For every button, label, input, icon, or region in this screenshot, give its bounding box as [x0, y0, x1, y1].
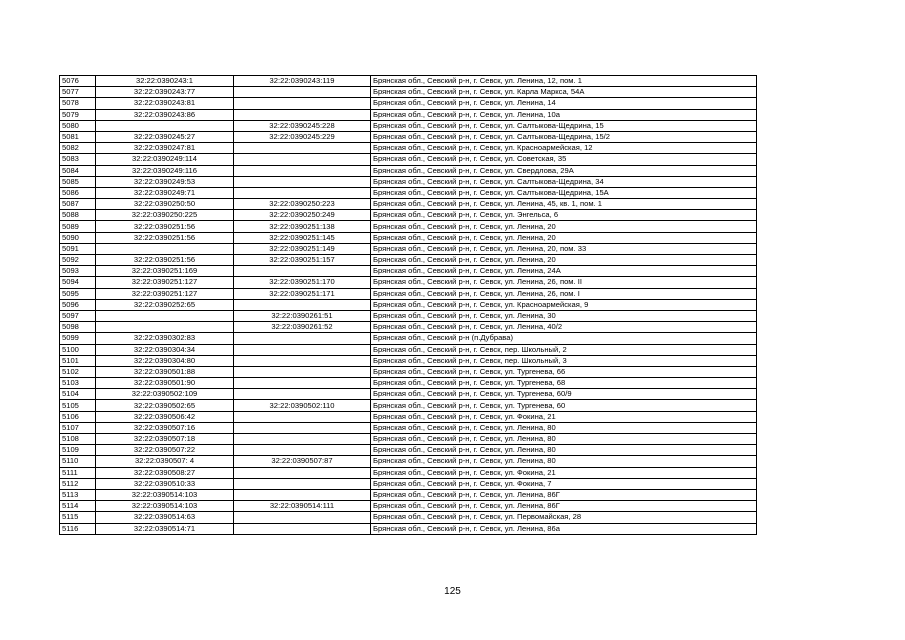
- row-number-cell: 5099: [60, 333, 96, 344]
- address-cell: Брянская обл., Севский р-н, г. Севск, ул. Ленина, 80: [371, 445, 757, 456]
- address-cell: Брянская обл., Севский р-н, г. Севск, ул. Ленина, 45, кв. 1, пом. 1: [371, 199, 757, 210]
- building-number-cell: 32:22:0390502:110: [234, 400, 371, 411]
- building-number-cell: [234, 355, 371, 366]
- parcel-number-cell: 32:22:0390507:22: [96, 445, 234, 456]
- parcel-number-cell: 32:22:0390507:18: [96, 434, 234, 445]
- building-number-cell: [234, 445, 371, 456]
- row-number-cell: 5114: [60, 501, 96, 512]
- row-number-cell: 5093: [60, 266, 96, 277]
- row-number-cell: 5115: [60, 512, 96, 523]
- address-cell: Брянская обл., Севский р-н, г. Севск, ул. Ленина, 20, пом. 33: [371, 243, 757, 254]
- table-row: [60, 143, 757, 154]
- building-number-cell: [234, 154, 371, 165]
- table-row: [60, 87, 757, 98]
- table-row: [60, 456, 757, 467]
- building-number-cell: 32:22:0390251:149: [234, 243, 371, 254]
- address-cell: Брянская обл., Севский р-н, г. Севск, ул. Фокина, 21: [371, 467, 757, 478]
- table-row: [60, 154, 757, 165]
- building-number-cell: [234, 434, 371, 445]
- table-row: [60, 389, 757, 400]
- table-row: [60, 478, 757, 489]
- building-number-cell: [234, 422, 371, 433]
- parcel-number-cell: 32:22:0390243:1: [96, 76, 234, 87]
- parcel-number-cell: 32:22:0390514:63: [96, 512, 234, 523]
- building-number-cell: [234, 489, 371, 500]
- building-number-cell: 32:22:0390261:52: [234, 322, 371, 333]
- row-number-cell: 5100: [60, 344, 96, 355]
- parcel-number-cell: [96, 120, 234, 131]
- address-cell: Брянская обл., Севский р-н, г. Севск, ул. Ленина, 86а: [371, 523, 757, 534]
- table-row: [60, 422, 757, 433]
- table-row: [60, 434, 757, 445]
- row-number-cell: 5112: [60, 478, 96, 489]
- row-number-cell: 5111: [60, 467, 96, 478]
- address-cell: Брянская обл., Севский р-н, г. Севск, ул. Салтыкова-Щедрина, 15/2: [371, 131, 757, 142]
- address-cell: Брянская обл., Севский р-н, г. Севск, ул. Ленина, 26, пом. II: [371, 277, 757, 288]
- row-number-cell: 5108: [60, 434, 96, 445]
- address-cell: Брянская обл., Севский р-н, г. Севск, ул. Первомайская, 28: [371, 512, 757, 523]
- building-number-cell: 32:22:0390251:171: [234, 288, 371, 299]
- building-number-cell: 32:22:0390250:223: [234, 199, 371, 210]
- address-cell: Брянская обл., Севский р-н, г. Севск, ул. Ленина, 30: [371, 310, 757, 321]
- parcel-number-cell: 32:22:0390251:127: [96, 277, 234, 288]
- table-body: [60, 76, 757, 535]
- parcel-number-cell: 32:22:0390250:50: [96, 199, 234, 210]
- table-row: [60, 355, 757, 366]
- address-cell: Брянская обл., Севский р-н, г. Севск, ул. Ленина, 14: [371, 98, 757, 109]
- row-number-cell: 5089: [60, 221, 96, 232]
- parcel-number-cell: 32:22:0390304:80: [96, 355, 234, 366]
- row-number-cell: 5110: [60, 456, 96, 467]
- building-number-cell: 32:22:0390251:138: [234, 221, 371, 232]
- address-cell: Брянская обл., Севский р-н, г. Севск, ул. Салтыкова-Щедрина, 34: [371, 176, 757, 187]
- building-number-cell: [234, 512, 371, 523]
- address-cell: Брянская обл., Севский р-н, г. Севск, ул. Фокина, 7: [371, 478, 757, 489]
- parcel-number-cell: 32:22:0390501:90: [96, 378, 234, 389]
- table-row: [60, 187, 757, 198]
- row-number-cell: 5087: [60, 199, 96, 210]
- address-cell: Брянская обл., Севский р-н, г. Севск, ул. Ленина, 86Г: [371, 489, 757, 500]
- row-number-cell: 5116: [60, 523, 96, 534]
- address-cell: Брянская обл., Севский р-н, г. Севск, ул. Тургенева, 66: [371, 366, 757, 377]
- row-number-cell: 5081: [60, 131, 96, 142]
- parcel-number-cell: 32:22:0390243:86: [96, 109, 234, 120]
- building-number-cell: 32:22:0390243:119: [234, 76, 371, 87]
- table-row: [60, 255, 757, 266]
- address-cell: Брянская обл., Севский р-н, г. Севск, ул. Красноармейская, 9: [371, 299, 757, 310]
- building-number-cell: [234, 467, 371, 478]
- row-number-cell: 5103: [60, 378, 96, 389]
- row-number-cell: 5096: [60, 299, 96, 310]
- parcel-number-cell: 32:22:0390251:127: [96, 288, 234, 299]
- address-cell: Брянская обл., Севский р-н, г. Севск, ул. Ленина, 40/2: [371, 322, 757, 333]
- address-cell: Брянская обл., Севский р-н, г. Севск, ул. Ленина, 20: [371, 221, 757, 232]
- table-row: [60, 512, 757, 523]
- address-cell: Брянская обл., Севский р-н, г. Севск, пер. Школьный, 2: [371, 344, 757, 355]
- row-number-cell: 5078: [60, 98, 96, 109]
- row-number-cell: 5077: [60, 87, 96, 98]
- parcel-number-cell: 32:22:0390250:225: [96, 210, 234, 221]
- parcel-number-cell: 32:22:0390501:88: [96, 366, 234, 377]
- parcel-number-cell: 32:22:0390247:81: [96, 143, 234, 154]
- table-row: [60, 445, 757, 456]
- table-row: [60, 489, 757, 500]
- building-number-cell: [234, 299, 371, 310]
- parcel-number-cell: 32:22:0390514:103: [96, 489, 234, 500]
- table-row: [60, 210, 757, 221]
- table-row: [60, 109, 757, 120]
- row-number-cell: 5109: [60, 445, 96, 456]
- parcel-number-cell: 32:22:0390249:53: [96, 176, 234, 187]
- building-number-cell: [234, 523, 371, 534]
- parcel-number-cell: 32:22:0390302:83: [96, 333, 234, 344]
- building-number-cell: [234, 87, 371, 98]
- address-cell: Брянская обл., Севский р-н, г. Севск, пер. Школьный, 3: [371, 355, 757, 366]
- parcel-number-cell: 32:22:0390252:65: [96, 299, 234, 310]
- parcel-number-cell: [96, 243, 234, 254]
- table-row: [60, 299, 757, 310]
- building-number-cell: 32:22:0390251:170: [234, 277, 371, 288]
- table-row: [60, 221, 757, 232]
- address-cell: Брянская обл., Севский р-н, г. Севск, ул. Фокина, 21: [371, 411, 757, 422]
- row-number-cell: 5085: [60, 176, 96, 187]
- building-number-cell: 32:22:0390251:145: [234, 232, 371, 243]
- building-number-cell: [234, 266, 371, 277]
- building-number-cell: [234, 478, 371, 489]
- address-cell: Брянская обл., Севский р-н, г. Севск, ул. Салтыкова-Щедрина, 15А: [371, 187, 757, 198]
- row-number-cell: 5086: [60, 187, 96, 198]
- address-cell: Брянская обл., Севский р-н, г. Севск, ул. Ленина, 86Г: [371, 501, 757, 512]
- building-number-cell: [234, 333, 371, 344]
- building-number-cell: [234, 176, 371, 187]
- row-number-cell: 5092: [60, 255, 96, 266]
- table-row: [60, 277, 757, 288]
- table-row: [60, 131, 757, 142]
- table-row: [60, 333, 757, 344]
- table-row: [60, 232, 757, 243]
- table-row: [60, 199, 757, 210]
- parcel-number-cell: 32:22:0390243:77: [96, 87, 234, 98]
- parcel-number-cell: 32:22:0390507:16: [96, 422, 234, 433]
- address-cell: Брянская обл., Севский р-н, г. Севск, ул. Ленина, 20: [371, 255, 757, 266]
- building-number-cell: [234, 411, 371, 422]
- table-row: [60, 165, 757, 176]
- parcel-number-cell: [96, 322, 234, 333]
- table-row: [60, 120, 757, 131]
- row-number-cell: 5084: [60, 165, 96, 176]
- parcel-number-cell: 32:22:0390304:34: [96, 344, 234, 355]
- table-row: [60, 98, 757, 109]
- row-number-cell: 5101: [60, 355, 96, 366]
- building-number-cell: [234, 143, 371, 154]
- address-cell: Брянская обл., Севский р-н, г. Севск, ул. Салтыкова-Щедрина, 15: [371, 120, 757, 131]
- table-row: [60, 400, 757, 411]
- row-number-cell: 5104: [60, 389, 96, 400]
- parcel-number-cell: 32:22:0390514:71: [96, 523, 234, 534]
- row-number-cell: 5083: [60, 154, 96, 165]
- row-number-cell: 5080: [60, 120, 96, 131]
- table-row: [60, 176, 757, 187]
- address-cell: Брянская обл., Севский р-н, г. Севск, ул. Ленина, 26, пом. I: [371, 288, 757, 299]
- address-cell: Брянская обл., Севский р-н, г. Севск, ул. Энгельса, 6: [371, 210, 757, 221]
- row-number-cell: 5088: [60, 210, 96, 221]
- parcel-number-cell: 32:22:0390245:27: [96, 131, 234, 142]
- address-cell: Брянская обл., Севский р-н, г. Севск, ул. Красноармейская, 12: [371, 143, 757, 154]
- parcel-number-cell: 32:22:0390507: 4: [96, 456, 234, 467]
- page-number: 125: [444, 586, 461, 597]
- building-number-cell: 32:22:0390245:228: [234, 120, 371, 131]
- row-number-cell: 5107: [60, 422, 96, 433]
- row-number-cell: 5094: [60, 277, 96, 288]
- address-cell: Брянская обл., Севский р-н, г. Севск, ул. Тургенева, 60/9: [371, 389, 757, 400]
- table-row: [60, 76, 757, 87]
- table-row: [60, 501, 757, 512]
- parcel-number-cell: 32:22:0390251:169: [96, 266, 234, 277]
- row-number-cell: 5105: [60, 400, 96, 411]
- row-number-cell: 5091: [60, 243, 96, 254]
- address-cell: Брянская обл., Севский р-н, г. Севск, ул. Тургенева, 60: [371, 400, 757, 411]
- building-number-cell: [234, 389, 371, 400]
- parcel-number-cell: 32:22:0390243:81: [96, 98, 234, 109]
- building-number-cell: [234, 378, 371, 389]
- building-number-cell: [234, 366, 371, 377]
- parcel-number-cell: 32:22:0390249:71: [96, 187, 234, 198]
- address-cell: Брянская обл., Севский р-н, г. Севск, ул. Ленина, 24А: [371, 266, 757, 277]
- building-number-cell: [234, 109, 371, 120]
- row-number-cell: 5106: [60, 411, 96, 422]
- building-number-cell: [234, 187, 371, 198]
- address-cell: Брянская обл., Севский р-н, г. Севск, ул. Ленина, 10а: [371, 109, 757, 120]
- building-number-cell: 32:22:0390250:249: [234, 210, 371, 221]
- building-number-cell: 32:22:0390245:229: [234, 131, 371, 142]
- row-number-cell: 5095: [60, 288, 96, 299]
- parcel-number-cell: 32:22:0390514:103: [96, 501, 234, 512]
- parcel-number-cell: 32:22:0390510:33: [96, 478, 234, 489]
- row-number-cell: 5113: [60, 489, 96, 500]
- table-row: [60, 310, 757, 321]
- address-cell: Брянская обл., Севский р-н, г. Севск, ул. Ленина, 80: [371, 456, 757, 467]
- row-number-cell: 5098: [60, 322, 96, 333]
- row-number-cell: 5082: [60, 143, 96, 154]
- address-cell: Брянская обл., Севский р-н, г. Севск, ул. Свердлова, 29А: [371, 165, 757, 176]
- row-number-cell: 5097: [60, 310, 96, 321]
- building-number-cell: [234, 98, 371, 109]
- table-row: [60, 523, 757, 534]
- building-number-cell: 32:22:0390261:51: [234, 310, 371, 321]
- address-cell: Брянская обл., Севский р-н, г. Севск, ул. Ленина, 12, пом. 1: [371, 76, 757, 87]
- building-number-cell: 32:22:0390251:157: [234, 255, 371, 266]
- table-row: [60, 378, 757, 389]
- building-number-cell: [234, 165, 371, 176]
- table-row: [60, 344, 757, 355]
- address-cell: Брянская обл., Севский р-н, г. Севск, ул. Ленина, 80: [371, 422, 757, 433]
- table-row: [60, 243, 757, 254]
- address-cell: Брянская обл., Севский р-н, г. Севск, ул. Карла Маркса, 54А: [371, 87, 757, 98]
- parcel-number-cell: 32:22:0390251:56: [96, 221, 234, 232]
- building-number-cell: [234, 344, 371, 355]
- parcel-number-cell: 32:22:0390249:116: [96, 165, 234, 176]
- parcel-number-cell: 32:22:0390502:109: [96, 389, 234, 400]
- table-row: [60, 467, 757, 478]
- cadastral-table: [59, 75, 757, 535]
- row-number-cell: 5079: [60, 109, 96, 120]
- building-number-cell: 32:22:0390514:111: [234, 501, 371, 512]
- parcel-number-cell: 32:22:0390508:27: [96, 467, 234, 478]
- parcel-number-cell: 32:22:0390502:65: [96, 400, 234, 411]
- row-number-cell: 5090: [60, 232, 96, 243]
- parcel-number-cell: 32:22:0390249:114: [96, 154, 234, 165]
- table-row: [60, 366, 757, 377]
- parcel-number-cell: 32:22:0390251:56: [96, 255, 234, 266]
- row-number-cell: 5102: [60, 366, 96, 377]
- address-cell: Брянская обл., Севский р-н, г. Севск, ул. Советская, 35: [371, 154, 757, 165]
- address-cell: Брянская обл., Севский р-н (п.Дубрава): [371, 333, 757, 344]
- parcel-number-cell: 32:22:0390251:56: [96, 232, 234, 243]
- address-cell: Брянская обл., Севский р-н, г. Севск, ул. Ленина, 80: [371, 434, 757, 445]
- row-number-cell: 5076: [60, 76, 96, 87]
- address-cell: Брянская обл., Севский р-н, г. Севск, ул. Тургенева, 68: [371, 378, 757, 389]
- table-row: [60, 411, 757, 422]
- parcel-number-cell: [96, 310, 234, 321]
- table-row: [60, 288, 757, 299]
- address-cell: Брянская обл., Севский р-н, г. Севск, ул. Ленина, 20: [371, 232, 757, 243]
- table-row: [60, 322, 757, 333]
- table-row: [60, 266, 757, 277]
- building-number-cell: 32:22:0390507:87: [234, 456, 371, 467]
- parcel-number-cell: 32:22:0390506:42: [96, 411, 234, 422]
